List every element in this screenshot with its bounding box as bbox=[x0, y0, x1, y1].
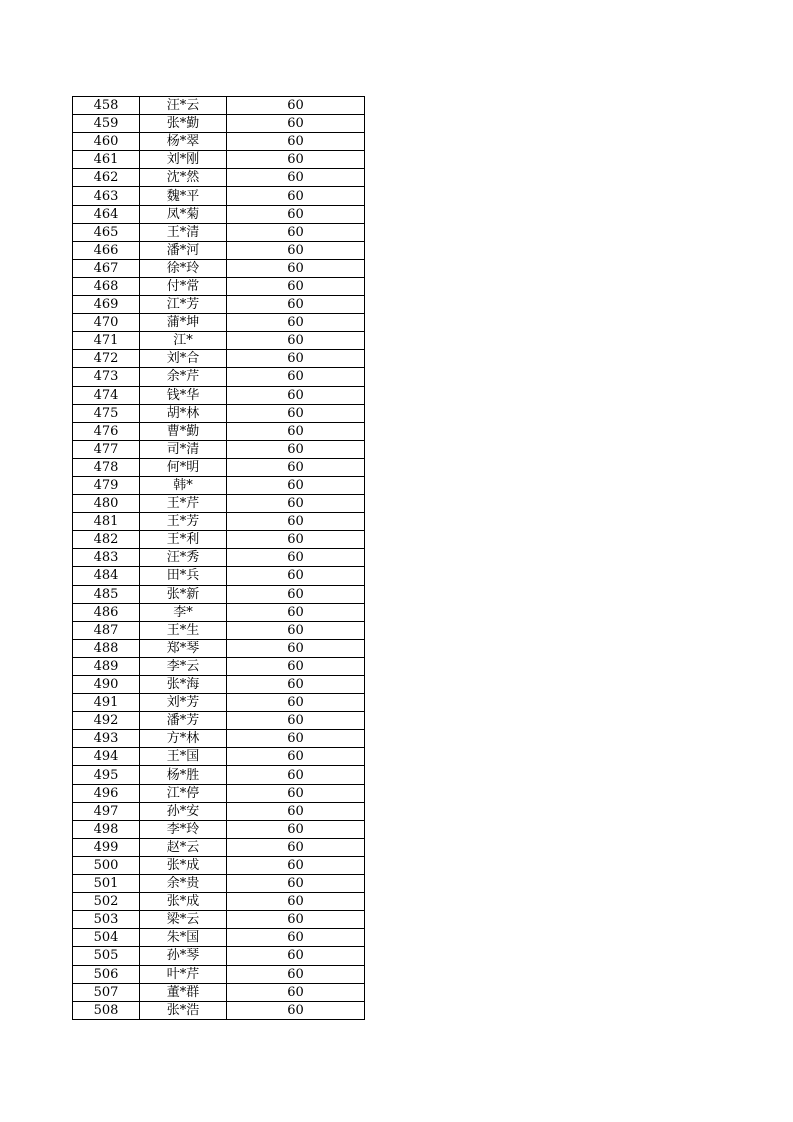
row-number-cell: 464 bbox=[73, 205, 140, 223]
name-cell: 田*兵 bbox=[140, 567, 227, 585]
name-cell: 徐*玲 bbox=[140, 259, 227, 277]
score-cell: 60 bbox=[227, 911, 365, 929]
score-cell: 60 bbox=[227, 241, 365, 259]
score-cell: 60 bbox=[227, 820, 365, 838]
name-cell: 江*停 bbox=[140, 784, 227, 802]
table-row bbox=[73, 513, 365, 531]
score-cell: 60 bbox=[227, 712, 365, 730]
table-row bbox=[73, 621, 365, 639]
name-cell: 刘*合 bbox=[140, 350, 227, 368]
name-cell: 凤*菊 bbox=[140, 205, 227, 223]
name-cell: 方*林 bbox=[140, 730, 227, 748]
score-cell: 60 bbox=[227, 621, 365, 639]
score-table-body bbox=[73, 97, 365, 1020]
row-number-cell: 458 bbox=[73, 97, 140, 115]
table-row bbox=[73, 187, 365, 205]
table-row bbox=[73, 440, 365, 458]
name-cell: 王*国 bbox=[140, 748, 227, 766]
name-cell: 叶*芹 bbox=[140, 965, 227, 983]
name-cell: 王*芳 bbox=[140, 513, 227, 531]
name-cell: 王*清 bbox=[140, 223, 227, 241]
name-cell: 王*芹 bbox=[140, 495, 227, 513]
table-row bbox=[73, 567, 365, 585]
score-table bbox=[72, 96, 365, 1020]
score-cell: 60 bbox=[227, 639, 365, 657]
name-cell: 曹*勤 bbox=[140, 422, 227, 440]
name-cell: 杨*胜 bbox=[140, 766, 227, 784]
row-number-cell: 501 bbox=[73, 875, 140, 893]
table-row bbox=[73, 97, 365, 115]
table-row bbox=[73, 784, 365, 802]
name-cell: 孙*琴 bbox=[140, 947, 227, 965]
name-cell: 梁*云 bbox=[140, 911, 227, 929]
table-row bbox=[73, 277, 365, 295]
row-number-cell: 475 bbox=[73, 404, 140, 422]
table-row bbox=[73, 603, 365, 621]
score-cell: 60 bbox=[227, 875, 365, 893]
table-row bbox=[73, 115, 365, 133]
name-cell: 李*玲 bbox=[140, 820, 227, 838]
score-cell: 60 bbox=[227, 458, 365, 476]
score-cell: 60 bbox=[227, 585, 365, 603]
row-number-cell: 463 bbox=[73, 187, 140, 205]
table-row bbox=[73, 169, 365, 187]
table-row bbox=[73, 875, 365, 893]
row-number-cell: 487 bbox=[73, 621, 140, 639]
table-row bbox=[73, 259, 365, 277]
score-cell: 60 bbox=[227, 115, 365, 133]
name-cell: 赵*云 bbox=[140, 838, 227, 856]
row-number-cell: 481 bbox=[73, 513, 140, 531]
score-cell: 60 bbox=[227, 567, 365, 585]
name-cell: 孙*安 bbox=[140, 802, 227, 820]
name-cell: 李*云 bbox=[140, 657, 227, 675]
row-number-cell: 488 bbox=[73, 639, 140, 657]
score-cell: 60 bbox=[227, 856, 365, 874]
table-row bbox=[73, 422, 365, 440]
name-cell: 李* bbox=[140, 603, 227, 621]
score-cell: 60 bbox=[227, 205, 365, 223]
name-cell: 刘*刚 bbox=[140, 151, 227, 169]
row-number-cell: 473 bbox=[73, 368, 140, 386]
table-row bbox=[73, 223, 365, 241]
row-number-cell: 485 bbox=[73, 585, 140, 603]
table-row bbox=[73, 495, 365, 513]
row-number-cell: 461 bbox=[73, 151, 140, 169]
row-number-cell: 497 bbox=[73, 802, 140, 820]
name-cell: 王*生 bbox=[140, 621, 227, 639]
row-number-cell: 498 bbox=[73, 820, 140, 838]
row-number-cell: 491 bbox=[73, 694, 140, 712]
table-row bbox=[73, 151, 365, 169]
row-number-cell: 479 bbox=[73, 476, 140, 494]
score-cell: 60 bbox=[227, 893, 365, 911]
row-number-cell: 465 bbox=[73, 223, 140, 241]
score-cell: 60 bbox=[227, 730, 365, 748]
row-number-cell: 482 bbox=[73, 531, 140, 549]
score-cell: 60 bbox=[227, 440, 365, 458]
table-row bbox=[73, 296, 365, 314]
score-cell: 60 bbox=[227, 187, 365, 205]
name-cell: 司*清 bbox=[140, 440, 227, 458]
table-row bbox=[73, 314, 365, 332]
score-cell: 60 bbox=[227, 97, 365, 115]
table-row bbox=[73, 694, 365, 712]
table-row bbox=[73, 386, 365, 404]
table-row bbox=[73, 856, 365, 874]
name-cell: 张*浩 bbox=[140, 1001, 227, 1019]
name-cell: 江* bbox=[140, 332, 227, 350]
score-cell: 60 bbox=[227, 133, 365, 151]
score-cell: 60 bbox=[227, 676, 365, 694]
table-row bbox=[73, 929, 365, 947]
table-row bbox=[73, 205, 365, 223]
row-number-cell: 507 bbox=[73, 983, 140, 1001]
row-number-cell: 499 bbox=[73, 838, 140, 856]
score-cell: 60 bbox=[227, 169, 365, 187]
table-row bbox=[73, 766, 365, 784]
table-row bbox=[73, 350, 365, 368]
row-number-cell: 506 bbox=[73, 965, 140, 983]
score-cell: 60 bbox=[227, 983, 365, 1001]
score-cell: 60 bbox=[227, 386, 365, 404]
row-number-cell: 476 bbox=[73, 422, 140, 440]
table-row bbox=[73, 585, 365, 603]
score-cell: 60 bbox=[227, 802, 365, 820]
name-cell: 钱*华 bbox=[140, 386, 227, 404]
row-number-cell: 477 bbox=[73, 440, 140, 458]
name-cell: 张*勤 bbox=[140, 115, 227, 133]
row-number-cell: 496 bbox=[73, 784, 140, 802]
row-number-cell: 460 bbox=[73, 133, 140, 151]
table-row bbox=[73, 911, 365, 929]
row-number-cell: 493 bbox=[73, 730, 140, 748]
name-cell: 胡*林 bbox=[140, 404, 227, 422]
row-number-cell: 462 bbox=[73, 169, 140, 187]
score-cell: 60 bbox=[227, 1001, 365, 1019]
row-number-cell: 504 bbox=[73, 929, 140, 947]
name-cell: 张*成 bbox=[140, 856, 227, 874]
name-cell: 沈*然 bbox=[140, 169, 227, 187]
table-row bbox=[73, 730, 365, 748]
score-cell: 60 bbox=[227, 965, 365, 983]
row-number-cell: 459 bbox=[73, 115, 140, 133]
table-row bbox=[73, 639, 365, 657]
table-row bbox=[73, 549, 365, 567]
name-cell: 杨*翠 bbox=[140, 133, 227, 151]
name-cell: 江*芳 bbox=[140, 296, 227, 314]
row-number-cell: 500 bbox=[73, 856, 140, 874]
row-number-cell: 472 bbox=[73, 350, 140, 368]
name-cell: 潘*河 bbox=[140, 241, 227, 259]
score-cell: 60 bbox=[227, 495, 365, 513]
name-cell: 张*成 bbox=[140, 893, 227, 911]
row-number-cell: 478 bbox=[73, 458, 140, 476]
table-row bbox=[73, 893, 365, 911]
table-row bbox=[73, 712, 365, 730]
name-cell: 余*贵 bbox=[140, 875, 227, 893]
table-row bbox=[73, 965, 365, 983]
name-cell: 董*群 bbox=[140, 983, 227, 1001]
score-cell: 60 bbox=[227, 476, 365, 494]
table-row bbox=[73, 820, 365, 838]
score-cell: 60 bbox=[227, 838, 365, 856]
table-row bbox=[73, 332, 365, 350]
row-number-cell: 486 bbox=[73, 603, 140, 621]
score-cell: 60 bbox=[227, 513, 365, 531]
score-cell: 60 bbox=[227, 277, 365, 295]
table-row bbox=[73, 657, 365, 675]
name-cell: 汪*云 bbox=[140, 97, 227, 115]
name-cell: 蒲*坤 bbox=[140, 314, 227, 332]
name-cell: 郑*琴 bbox=[140, 639, 227, 657]
name-cell: 张*新 bbox=[140, 585, 227, 603]
score-cell: 60 bbox=[227, 929, 365, 947]
table-row bbox=[73, 947, 365, 965]
row-number-cell: 492 bbox=[73, 712, 140, 730]
table-row bbox=[73, 838, 365, 856]
row-number-cell: 505 bbox=[73, 947, 140, 965]
row-number-cell: 474 bbox=[73, 386, 140, 404]
name-cell: 韩* bbox=[140, 476, 227, 494]
score-cell: 60 bbox=[227, 404, 365, 422]
table-row bbox=[73, 748, 365, 766]
score-cell: 60 bbox=[227, 151, 365, 169]
table-row bbox=[73, 1001, 365, 1019]
row-number-cell: 467 bbox=[73, 259, 140, 277]
score-cell: 60 bbox=[227, 694, 365, 712]
table-row bbox=[73, 531, 365, 549]
row-number-cell: 502 bbox=[73, 893, 140, 911]
row-number-cell: 484 bbox=[73, 567, 140, 585]
table-row bbox=[73, 241, 365, 259]
name-cell: 王*利 bbox=[140, 531, 227, 549]
name-cell: 付*常 bbox=[140, 277, 227, 295]
table-row bbox=[73, 404, 365, 422]
name-cell: 汪*秀 bbox=[140, 549, 227, 567]
score-cell: 60 bbox=[227, 223, 365, 241]
row-number-cell: 490 bbox=[73, 676, 140, 694]
row-number-cell: 495 bbox=[73, 766, 140, 784]
name-cell: 余*芹 bbox=[140, 368, 227, 386]
score-cell: 60 bbox=[227, 549, 365, 567]
name-cell: 刘*芳 bbox=[140, 694, 227, 712]
table-row bbox=[73, 476, 365, 494]
row-number-cell: 483 bbox=[73, 549, 140, 567]
table-row bbox=[73, 458, 365, 476]
score-cell: 60 bbox=[227, 657, 365, 675]
name-cell: 张*海 bbox=[140, 676, 227, 694]
score-cell: 60 bbox=[227, 784, 365, 802]
row-number-cell: 508 bbox=[73, 1001, 140, 1019]
name-cell: 朱*国 bbox=[140, 929, 227, 947]
table-row bbox=[73, 983, 365, 1001]
table-row bbox=[73, 676, 365, 694]
table-row bbox=[73, 133, 365, 151]
score-cell: 60 bbox=[227, 350, 365, 368]
score-cell: 60 bbox=[227, 368, 365, 386]
row-number-cell: 494 bbox=[73, 748, 140, 766]
row-number-cell: 468 bbox=[73, 277, 140, 295]
score-cell: 60 bbox=[227, 332, 365, 350]
name-cell: 魏*平 bbox=[140, 187, 227, 205]
name-cell: 潘*芳 bbox=[140, 712, 227, 730]
row-number-cell: 470 bbox=[73, 314, 140, 332]
table-row bbox=[73, 802, 365, 820]
score-cell: 60 bbox=[227, 314, 365, 332]
score-cell: 60 bbox=[227, 531, 365, 549]
row-number-cell: 471 bbox=[73, 332, 140, 350]
score-cell: 60 bbox=[227, 766, 365, 784]
row-number-cell: 503 bbox=[73, 911, 140, 929]
score-cell: 60 bbox=[227, 603, 365, 621]
row-number-cell: 480 bbox=[73, 495, 140, 513]
score-cell: 60 bbox=[227, 296, 365, 314]
name-cell: 何*明 bbox=[140, 458, 227, 476]
table-row bbox=[73, 368, 365, 386]
score-cell: 60 bbox=[227, 422, 365, 440]
score-cell: 60 bbox=[227, 259, 365, 277]
score-cell: 60 bbox=[227, 748, 365, 766]
row-number-cell: 466 bbox=[73, 241, 140, 259]
score-cell: 60 bbox=[227, 947, 365, 965]
row-number-cell: 489 bbox=[73, 657, 140, 675]
row-number-cell: 469 bbox=[73, 296, 140, 314]
